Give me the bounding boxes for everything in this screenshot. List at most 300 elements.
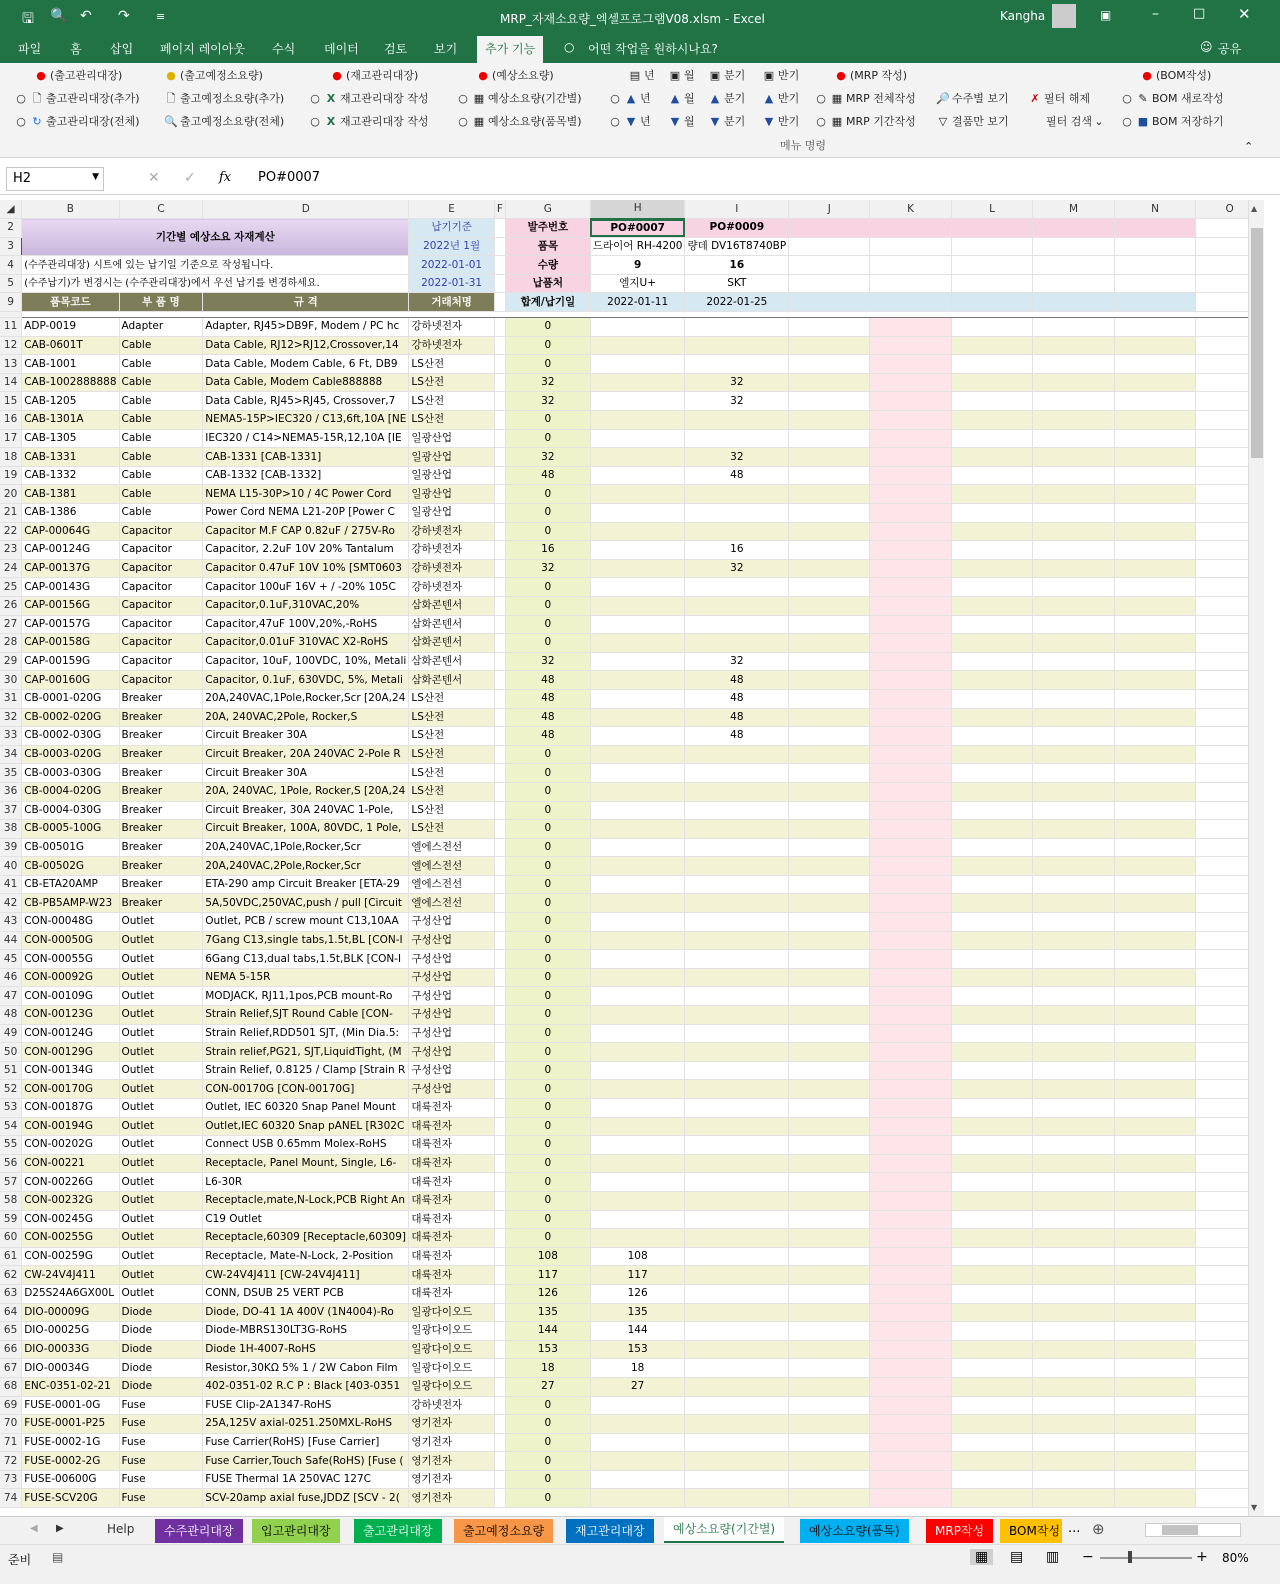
spec-cell[interactable]: Diode, DO-41 1A 400V (1N4004)-Ro xyxy=(203,1303,409,1322)
row-header[interactable]: 37 xyxy=(0,801,22,820)
item-code-cell[interactable]: CON-00134G xyxy=(22,1061,119,1080)
spec-cell[interactable]: FUSE Clip-2A1347-RoHS xyxy=(203,1396,409,1415)
cell[interactable] xyxy=(1033,429,1115,448)
save-icon[interactable]: 🖫 xyxy=(22,11,34,27)
item-code-cell[interactable]: CON-00226G xyxy=(22,1173,119,1192)
qty-cell[interactable]: 117 xyxy=(590,1266,685,1285)
item-code-cell[interactable]: CAP-00156G xyxy=(22,596,119,615)
total-cell[interactable]: 0 xyxy=(505,1043,590,1062)
vendor-cell[interactable]: LS산전 xyxy=(409,820,494,839)
qty-cell[interactable] xyxy=(590,1396,685,1415)
cell[interactable] xyxy=(1114,1191,1196,1210)
cell[interactable] xyxy=(870,1099,951,1118)
cell[interactable] xyxy=(1033,634,1115,653)
vendor-cell[interactable]: 삼화콘텐서 xyxy=(409,652,494,671)
cell[interactable] xyxy=(1033,782,1115,801)
cell[interactable] xyxy=(951,1266,1032,1285)
avatar[interactable] xyxy=(1052,4,1076,28)
cell[interactable] xyxy=(1114,429,1196,448)
row-header[interactable]: 53 xyxy=(0,1099,22,1118)
item-code-cell[interactable]: D25S24A6GX00L xyxy=(22,1284,119,1303)
row-header[interactable]: 28 xyxy=(0,634,22,653)
qty-cell[interactable] xyxy=(685,1359,789,1378)
cell[interactable] xyxy=(789,1210,870,1229)
sheet-tab[interactable]: Help xyxy=(98,1519,143,1543)
year-button[interactable] xyxy=(628,68,655,84)
cell[interactable] xyxy=(1114,1322,1196,1341)
po-cell-1[interactable]: PO#0007 xyxy=(590,219,685,238)
vendor-cell[interactable]: 삼화콘텐서 xyxy=(409,615,494,634)
cell[interactable] xyxy=(1033,411,1115,430)
cell[interactable] xyxy=(1114,1396,1196,1415)
cell[interactable] xyxy=(1033,1080,1115,1099)
quarter-up-button[interactable] xyxy=(708,91,745,107)
qty-cell[interactable]: 18 xyxy=(590,1359,685,1378)
cell[interactable] xyxy=(870,782,951,801)
cell[interactable] xyxy=(789,1247,870,1266)
qty-cell[interactable] xyxy=(590,913,685,932)
scroll-up-icon[interactable]: ▲ xyxy=(1251,204,1258,213)
cell[interactable] xyxy=(951,689,1032,708)
part-name-cell[interactable]: Outlet xyxy=(119,1136,203,1155)
qty-cell[interactable] xyxy=(590,875,685,894)
cell[interactable] xyxy=(789,987,870,1006)
vendor-cell[interactable]: 대륙전자 xyxy=(409,1099,494,1118)
qty-cell[interactable] xyxy=(685,950,789,969)
vendor-cell[interactable]: 일광산업 xyxy=(409,429,494,448)
cell[interactable] xyxy=(870,274,951,293)
qty-cell[interactable]: 32 xyxy=(685,652,789,671)
total-cell[interactable]: 0 xyxy=(505,875,590,894)
cell[interactable] xyxy=(951,764,1032,783)
cell[interactable] xyxy=(951,1099,1032,1118)
add-sheet-icon[interactable]: ⊕ xyxy=(1092,1520,1105,1538)
total-cell[interactable]: 0 xyxy=(505,1080,590,1099)
cell[interactable] xyxy=(870,1117,951,1136)
part-name-cell[interactable]: Capacitor xyxy=(119,578,203,597)
cell[interactable] xyxy=(494,466,505,485)
cell[interactable] xyxy=(494,764,505,783)
item-code-cell[interactable]: FUSE-0001-P25 xyxy=(22,1415,119,1434)
sheet-tab[interactable]: 재고관리대장 xyxy=(566,1519,654,1543)
row-header[interactable]: 70 xyxy=(0,1415,22,1434)
spec-cell[interactable]: IEC320 / C14>NEMA5-15R,12,10A [IE xyxy=(203,429,409,448)
cell[interactable] xyxy=(870,913,951,932)
cell[interactable] xyxy=(789,1173,870,1192)
cell[interactable] xyxy=(1033,1043,1115,1062)
cell[interactable] xyxy=(1033,875,1115,894)
filter-search-button[interactable] xyxy=(1046,114,1108,130)
total-cell[interactable]: 0 xyxy=(505,950,590,969)
qty-cell[interactable]: 32 xyxy=(685,392,789,411)
qty-cell[interactable] xyxy=(590,671,685,690)
item-code-cell[interactable]: ADP-0019 xyxy=(22,318,119,337)
item-code-cell[interactable]: CON-00092G xyxy=(22,968,119,987)
cell[interactable] xyxy=(870,1452,951,1471)
part-name-cell[interactable]: Outlet xyxy=(119,987,203,1006)
row-header[interactable]: 41 xyxy=(0,875,22,894)
cell[interactable] xyxy=(1033,237,1115,256)
part-name-cell[interactable]: Cable xyxy=(119,448,203,467)
total-cell[interactable]: 0 xyxy=(505,1154,590,1173)
cell[interactable] xyxy=(1033,219,1115,238)
part-name-cell[interactable]: Fuse xyxy=(119,1415,203,1434)
part-name-cell[interactable]: Fuse xyxy=(119,1396,203,1415)
cell[interactable] xyxy=(789,1080,870,1099)
cell[interactable] xyxy=(1033,727,1115,746)
cell[interactable] xyxy=(494,237,505,256)
cell[interactable] xyxy=(494,504,505,523)
spec-cell[interactable]: Resistor,30KΩ 5% 1 / 2W Cabon Film xyxy=(203,1359,409,1378)
item-code-cell[interactable]: CAP-00158G xyxy=(22,634,119,653)
item-code-cell[interactable]: CON-00170G xyxy=(22,1080,119,1099)
total-cell[interactable]: 135 xyxy=(505,1303,590,1322)
vendor-cell[interactable]: 삼화콘텐서 xyxy=(409,634,494,653)
cell[interactable] xyxy=(789,336,870,355)
cell[interactable] xyxy=(1033,355,1115,374)
cell[interactable] xyxy=(1114,1340,1196,1359)
cell[interactable] xyxy=(1114,541,1196,560)
row-header[interactable]: 48 xyxy=(0,1006,22,1025)
cell[interactable] xyxy=(951,522,1032,541)
cell[interactable] xyxy=(494,1359,505,1378)
total-cell[interactable]: 0 xyxy=(505,745,590,764)
page-layout-icon[interactable]: ▤ xyxy=(1010,1549,1024,1565)
column-header[interactable]: M xyxy=(1033,200,1115,219)
cell[interactable] xyxy=(494,485,505,504)
month-down-button[interactable] xyxy=(668,114,695,130)
cell[interactable] xyxy=(494,615,505,634)
cell[interactable] xyxy=(870,541,951,560)
part-name-cell[interactable]: Outlet xyxy=(119,1099,203,1118)
cell[interactable] xyxy=(870,578,951,597)
row-header[interactable]: 18 xyxy=(0,448,22,467)
qty-cell[interactable] xyxy=(590,1470,685,1489)
qty-cell[interactable]: 153 xyxy=(590,1340,685,1359)
cell[interactable] xyxy=(494,373,505,392)
qty-cell[interactable] xyxy=(590,1099,685,1118)
column-header[interactable]: H xyxy=(590,200,685,219)
cell[interactable] xyxy=(870,392,951,411)
item-code-cell[interactable]: CB-ETA20AMP xyxy=(22,875,119,894)
spec-cell[interactable]: 20A, 240VAC,2Pole, Rocker,S xyxy=(203,708,409,727)
qty-cell[interactable] xyxy=(590,950,685,969)
item-code-cell[interactable]: DIO-00033G xyxy=(22,1340,119,1359)
row-header[interactable]: 59 xyxy=(0,1210,22,1229)
zoom-level[interactable]: 80% xyxy=(1222,1551,1249,1565)
cell[interactable] xyxy=(870,1489,951,1508)
row-header[interactable]: 45 xyxy=(0,950,22,969)
cell[interactable] xyxy=(870,318,951,337)
cell[interactable] xyxy=(1033,987,1115,1006)
cell[interactable] xyxy=(870,708,951,727)
row-header[interactable]: 51 xyxy=(0,1061,22,1080)
row-header[interactable]: 34 xyxy=(0,745,22,764)
vendor-cell[interactable]: 영기전자 xyxy=(409,1433,494,1452)
spec-cell[interactable]: 25A,125V axial-0251.250MXL-RoHS xyxy=(203,1415,409,1434)
spec-cell[interactable]: ETA-290 amp Circuit Breaker [ETA-29 xyxy=(203,875,409,894)
cancel-icon[interactable]: ✕ xyxy=(148,170,160,186)
item-code-cell[interactable]: DIO-00034G xyxy=(22,1359,119,1378)
cell[interactable] xyxy=(494,931,505,950)
macro-record-icon[interactable]: ▤ xyxy=(52,1550,64,1564)
part-name-cell[interactable]: Outlet xyxy=(119,1191,203,1210)
row-header[interactable]: 68 xyxy=(0,1377,22,1396)
scrollbar-thumb[interactable] xyxy=(1162,1525,1198,1535)
item-code-cell[interactable]: CAP-00124G xyxy=(22,541,119,560)
mrp-all-button[interactable] xyxy=(814,91,916,107)
vertical-scrollbar[interactable] xyxy=(1248,200,1264,1516)
cell[interactable] xyxy=(1033,504,1115,523)
qty-cell[interactable] xyxy=(590,392,685,411)
part-name-cell[interactable]: Fuse xyxy=(119,1489,203,1508)
spec-cell[interactable]: Capacitor 0.47uF 10V 10% [SMT0603 xyxy=(203,559,409,578)
cell[interactable] xyxy=(870,485,951,504)
cell[interactable] xyxy=(1033,466,1115,485)
total-cell[interactable]: 0 xyxy=(505,1006,590,1025)
cell[interactable] xyxy=(1033,1415,1115,1434)
cell[interactable] xyxy=(1033,745,1115,764)
cell[interactable] xyxy=(789,689,870,708)
total-cell[interactable]: 48 xyxy=(505,466,590,485)
row-header[interactable]: 16 xyxy=(0,411,22,430)
cell[interactable] xyxy=(1114,708,1196,727)
total-cell[interactable]: 0 xyxy=(505,1229,590,1248)
cell[interactable] xyxy=(951,596,1032,615)
cell[interactable] xyxy=(870,1043,951,1062)
sheet-tab[interactable]: 출고관리대장 xyxy=(354,1519,442,1543)
start-date-cell[interactable]: 2022-01-01 xyxy=(409,256,494,275)
part-name-cell[interactable]: Outlet xyxy=(119,1247,203,1266)
qty-cell[interactable] xyxy=(685,1322,789,1341)
spec-cell[interactable]: Capacitor M.F CAP 0.82uF / 275V-Ro xyxy=(203,522,409,541)
vendor-cell[interactable]: 구성산업 xyxy=(409,1024,494,1043)
cell[interactable] xyxy=(494,671,505,690)
vendor-cell[interactable]: 강하넷전자 xyxy=(409,336,494,355)
cell[interactable] xyxy=(789,931,870,950)
cell[interactable] xyxy=(789,1191,870,1210)
cell[interactable] xyxy=(870,1340,951,1359)
cell[interactable] xyxy=(951,1173,1032,1192)
item-code-cell[interactable]: CON-00221 xyxy=(22,1154,119,1173)
cell[interactable] xyxy=(494,392,505,411)
cell[interactable] xyxy=(951,355,1032,374)
qty-cell[interactable]: 144 xyxy=(590,1322,685,1341)
item-code-cell[interactable]: ENC-0351-02-21 xyxy=(22,1377,119,1396)
vendor-cell[interactable]: 영기전자 xyxy=(409,1489,494,1508)
cell[interactable] xyxy=(789,1284,870,1303)
cell[interactable] xyxy=(494,274,505,293)
total-cell[interactable]: 0 xyxy=(505,1470,590,1489)
cell[interactable] xyxy=(951,745,1032,764)
qty-cell[interactable] xyxy=(590,336,685,355)
cell[interactable] xyxy=(951,1154,1032,1173)
qty-cell[interactable] xyxy=(685,1024,789,1043)
cell[interactable] xyxy=(789,1377,870,1396)
cell[interactable] xyxy=(494,820,505,839)
part-name-cell[interactable]: Outlet xyxy=(119,1154,203,1173)
part-name-cell[interactable]: Adapter xyxy=(119,318,203,337)
cell[interactable] xyxy=(1114,1136,1196,1155)
row-header[interactable]: 39 xyxy=(0,838,22,857)
chevron-down-icon[interactable]: ▼ xyxy=(92,172,99,182)
part-name-cell[interactable]: Outlet xyxy=(119,913,203,932)
cell[interactable] xyxy=(494,1452,505,1471)
item-code-cell[interactable]: DIO-00009G xyxy=(22,1303,119,1322)
cell[interactable] xyxy=(494,1322,505,1341)
qty-cell[interactable] xyxy=(590,1415,685,1434)
cell[interactable] xyxy=(870,968,951,987)
spec-cell[interactable]: Circuit Breaker 30A xyxy=(203,727,409,746)
part-name-cell[interactable]: Capacitor xyxy=(119,634,203,653)
item-code-cell[interactable]: CB-00502G xyxy=(22,857,119,876)
qty-cell[interactable] xyxy=(685,857,789,876)
part-name-cell[interactable]: Diode xyxy=(119,1359,203,1378)
item-code-cell[interactable]: CB-0004-030G xyxy=(22,801,119,820)
cell[interactable] xyxy=(494,727,505,746)
name-box[interactable] xyxy=(6,167,104,191)
cell[interactable] xyxy=(494,1284,505,1303)
cell[interactable] xyxy=(1114,987,1196,1006)
cell[interactable] xyxy=(494,1043,505,1062)
cell[interactable] xyxy=(789,1489,870,1508)
qty-cell[interactable] xyxy=(590,1136,685,1155)
qty-cell[interactable] xyxy=(685,578,789,597)
qty-cell[interactable] xyxy=(685,596,789,615)
total-cell[interactable]: 0 xyxy=(505,857,590,876)
cell[interactable] xyxy=(1114,1284,1196,1303)
cell[interactable] xyxy=(789,801,870,820)
part-name-cell[interactable]: Cable xyxy=(119,355,203,374)
qty-cell[interactable]: 48 xyxy=(685,689,789,708)
spec-cell[interactable]: 402-0351-02 R.C P : Black [403-0351 xyxy=(203,1377,409,1396)
item-code-cell[interactable]: CB-0002-030G xyxy=(22,727,119,746)
cell[interactable] xyxy=(1033,1452,1115,1471)
total-cell[interactable]: 0 xyxy=(505,1452,590,1471)
qty-cell[interactable] xyxy=(590,1024,685,1043)
cell[interactable] xyxy=(1114,931,1196,950)
cell[interactable] xyxy=(1033,1099,1115,1118)
bom-save-button[interactable] xyxy=(1120,114,1230,130)
cell[interactable] xyxy=(494,1099,505,1118)
cell[interactable] xyxy=(1114,1303,1196,1322)
vendor-cell[interactable]: 영기전자 xyxy=(409,1452,494,1471)
item-code-cell[interactable]: FUSE-0002-2G xyxy=(22,1452,119,1471)
row-header[interactable]: 52 xyxy=(0,1080,22,1099)
cell[interactable] xyxy=(870,1173,951,1192)
cell[interactable] xyxy=(494,689,505,708)
cell[interactable] xyxy=(870,1433,951,1452)
normal-view-icon[interactable]: ▦ xyxy=(970,1549,993,1565)
cell[interactable] xyxy=(951,931,1032,950)
tab-file[interactable]: 파일 xyxy=(18,42,42,56)
cell[interactable] xyxy=(789,671,870,690)
spec-cell[interactable]: Diode-MBRS130LT3G-RoHS xyxy=(203,1322,409,1341)
spec-cell[interactable]: 20A,240VAC,1Pole,Rocker,Scr xyxy=(203,838,409,857)
spec-cell[interactable]: Capacitor, 10uF, 100VDC, 10%, Metali xyxy=(203,652,409,671)
qty-cell[interactable] xyxy=(685,1247,789,1266)
qty-cell[interactable]: 48 xyxy=(685,671,789,690)
cell[interactable] xyxy=(870,237,951,256)
qty-cell[interactable] xyxy=(685,1229,789,1248)
vendor-cell[interactable]: LS산전 xyxy=(409,727,494,746)
cell[interactable] xyxy=(494,429,505,448)
cell[interactable] xyxy=(494,541,505,560)
spec-cell[interactable]: 7Gang C13,single tabs,1.5t,BL [CON-I xyxy=(203,931,409,950)
part-name-cell[interactable]: Cable xyxy=(119,373,203,392)
qty-cell[interactable] xyxy=(590,1006,685,1025)
cell[interactable] xyxy=(789,782,870,801)
cell[interactable] xyxy=(951,801,1032,820)
spec-cell[interactable]: Data Cable, Modem Cable, 6 Ft, DB9 xyxy=(203,355,409,374)
part-name-cell[interactable]: Cable xyxy=(119,504,203,523)
total-cell[interactable]: 126 xyxy=(505,1284,590,1303)
cell[interactable] xyxy=(789,392,870,411)
vendor-cell[interactable]: 강하넷전자 xyxy=(409,1396,494,1415)
cell[interactable] xyxy=(789,1322,870,1341)
forecast-period-button[interactable] xyxy=(456,91,582,107)
cell[interactable] xyxy=(1114,596,1196,615)
cell[interactable] xyxy=(1114,559,1196,578)
qty-cell[interactable] xyxy=(685,745,789,764)
minimize-icon[interactable]: – xyxy=(1152,6,1159,22)
cell[interactable] xyxy=(870,504,951,523)
spec-cell[interactable]: Circuit Breaker 30A xyxy=(203,764,409,783)
qty-cell[interactable] xyxy=(590,727,685,746)
cell[interactable] xyxy=(494,987,505,1006)
cell[interactable] xyxy=(951,578,1032,597)
cell[interactable] xyxy=(951,1210,1032,1229)
qty-cell[interactable] xyxy=(685,1433,789,1452)
item-code-cell[interactable]: CON-00202G xyxy=(22,1136,119,1155)
row-header[interactable]: 2 xyxy=(0,219,22,238)
qty-cell[interactable] xyxy=(685,1415,789,1434)
item-code-cell[interactable]: CON-00259G xyxy=(22,1247,119,1266)
cell[interactable] xyxy=(951,615,1032,634)
qty-cell[interactable] xyxy=(590,429,685,448)
vendor-cell[interactable]: LS산전 xyxy=(409,782,494,801)
qty-cell[interactable] xyxy=(685,764,789,783)
spec-cell[interactable]: CON-00170G [CON-00170G] xyxy=(203,1080,409,1099)
qty-cell[interactable] xyxy=(685,1452,789,1471)
qty-cell[interactable] xyxy=(685,782,789,801)
cell[interactable] xyxy=(870,448,951,467)
item-code-cell[interactable]: CB-00501G xyxy=(22,838,119,857)
qty-cell[interactable] xyxy=(590,987,685,1006)
cell[interactable] xyxy=(951,293,1032,312)
cell[interactable] xyxy=(494,1117,505,1136)
column-header[interactable]: L xyxy=(951,200,1032,219)
vendor-cell[interactable]: 강하넷전자 xyxy=(409,541,494,560)
vendor-cell[interactable]: 대륙전자 xyxy=(409,1191,494,1210)
vendor-cell[interactable]: 대륙전자 xyxy=(409,1284,494,1303)
cell[interactable] xyxy=(870,596,951,615)
part-name-cell[interactable]: Outlet xyxy=(119,1024,203,1043)
bom-new-button[interactable] xyxy=(1120,91,1230,107)
cell[interactable] xyxy=(870,1303,951,1322)
cell[interactable] xyxy=(789,1136,870,1155)
cell[interactable] xyxy=(1114,355,1196,374)
cell[interactable] xyxy=(870,801,951,820)
cell[interactable] xyxy=(870,820,951,839)
column-header[interactable]: I xyxy=(685,200,789,219)
vendor-cell[interactable]: 일광다이오드 xyxy=(409,1359,494,1378)
cell[interactable] xyxy=(494,1061,505,1080)
cell[interactable] xyxy=(951,1061,1032,1080)
part-name-cell[interactable]: Diode xyxy=(119,1303,203,1322)
cell[interactable] xyxy=(789,1154,870,1173)
cell[interactable] xyxy=(1033,1284,1115,1303)
